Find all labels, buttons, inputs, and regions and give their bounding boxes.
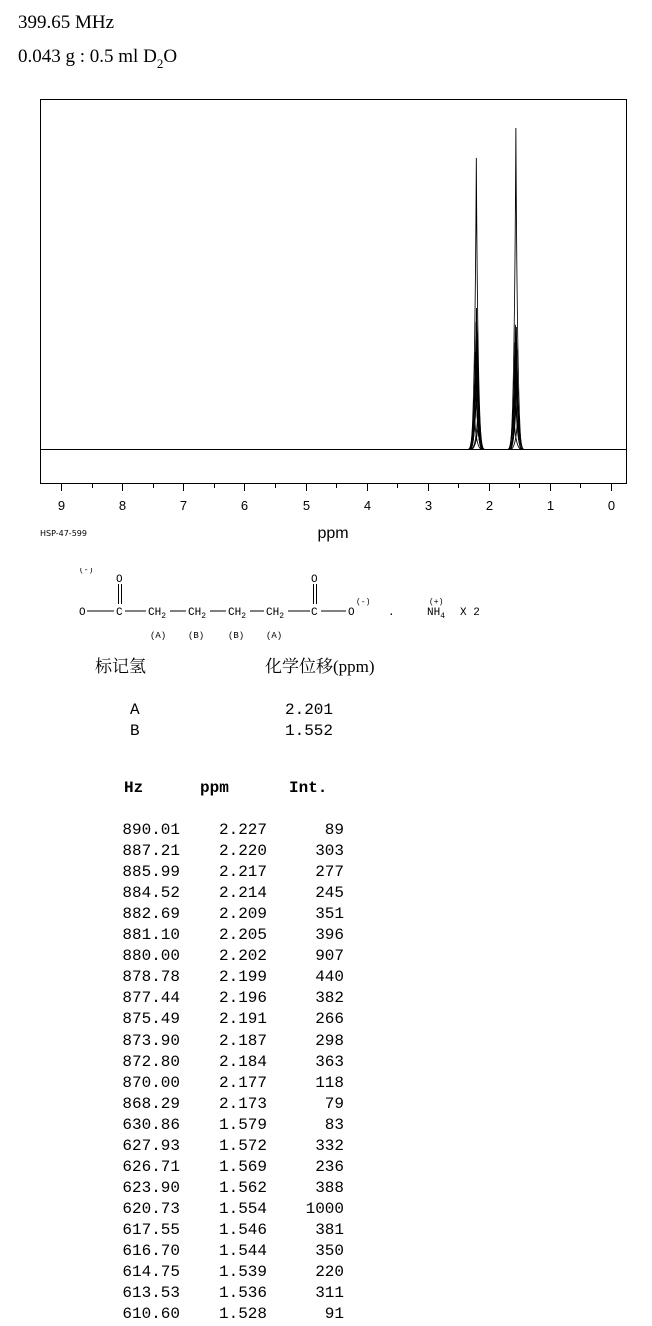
peak-intensity: 89 bbox=[324, 821, 344, 839]
x-tick-label: 4 bbox=[363, 498, 372, 513]
plot-frame bbox=[41, 100, 627, 484]
peak-ppm: 2.209 bbox=[218, 905, 267, 924]
peak-hz: 873.90 bbox=[122, 1031, 180, 1050]
sample-main-text: 0.043 g : 0.5 ml D bbox=[18, 46, 157, 67]
chemical-structure bbox=[70, 568, 510, 643]
ch2-group-3: $CH_2$ bbox=[228, 607, 247, 621]
peak-table-header bbox=[0, 779, 360, 801]
peak-intensity: 381 bbox=[315, 1220, 344, 1239]
peak-table-row bbox=[0, 947, 360, 968]
peak-ppm: 2.214 bbox=[218, 884, 267, 903]
spectrometer-frequency: 399.65 MHz bbox=[18, 12, 115, 33]
peak-table-row bbox=[0, 863, 360, 884]
x-axis-ticks bbox=[62, 483, 612, 491]
peak-table-row bbox=[0, 1284, 360, 1305]
peak-ppm: 1.562 bbox=[218, 1178, 267, 1197]
nmr-spectrum-chart bbox=[0, 0, 652, 550]
peak-ppm: 2.173 bbox=[218, 1094, 267, 1113]
right-oxygen: O bbox=[348, 607, 355, 619]
x-tick-label: 9 bbox=[57, 498, 66, 513]
peak-intensity: 388 bbox=[315, 1178, 344, 1197]
peak-intensity: 266 bbox=[315, 1010, 344, 1029]
peak-hz: 875.49 bbox=[122, 1010, 180, 1029]
peak-hz: 620.73 bbox=[122, 1199, 180, 1218]
peak-hz: 884.52 bbox=[122, 884, 180, 903]
peak-table-row bbox=[0, 1137, 360, 1158]
ch2-group-2: $CH_2$ bbox=[188, 607, 207, 621]
position-label-b: (B) bbox=[228, 631, 245, 641]
peak-intensity: 79 bbox=[324, 1094, 344, 1113]
peak-ppm: 2.220 bbox=[218, 842, 267, 861]
x-tick-label: 5 bbox=[302, 498, 311, 513]
peak-table-row bbox=[0, 1179, 360, 1200]
left-oxygen-charge: (-) bbox=[79, 568, 94, 575]
peak-hz: 880.00 bbox=[122, 947, 180, 966]
header-int: Int. bbox=[289, 779, 328, 797]
peak-table-row bbox=[0, 1095, 360, 1116]
x-tick-label: 0 bbox=[607, 498, 616, 513]
ch2-group-4: $CH_2$ bbox=[266, 607, 285, 621]
peak-hz: 614.75 bbox=[122, 1263, 180, 1282]
position-label-a: (A) bbox=[266, 631, 283, 641]
right-carbonyl-carbon: C bbox=[311, 607, 318, 619]
peak-ppm: 1.528 bbox=[218, 1305, 267, 1324]
peak-table-row bbox=[0, 821, 360, 842]
peak-ppm: 1.544 bbox=[218, 1242, 267, 1260]
position-label-a: (A) bbox=[150, 631, 167, 641]
sample-tail-text: O bbox=[163, 46, 178, 67]
peak-table-row bbox=[0, 1263, 360, 1284]
peak-hz: 627.93 bbox=[122, 1136, 180, 1155]
peak-hz: 877.44 bbox=[122, 989, 180, 1008]
peak-table-row bbox=[0, 884, 360, 905]
peak-intensity: 351 bbox=[315, 905, 344, 924]
assignment-label: B bbox=[130, 722, 140, 740]
peak-intensity: 350 bbox=[315, 1242, 344, 1260]
peak-intensity: 332 bbox=[315, 1136, 344, 1155]
assignment-shift: 2.201 bbox=[285, 701, 334, 719]
peak-ppm: 2.191 bbox=[218, 1010, 267, 1029]
peak-hz: 630.86 bbox=[122, 1115, 180, 1134]
peak-hz: 870.00 bbox=[122, 1073, 180, 1092]
peak-intensity: 363 bbox=[315, 1052, 344, 1071]
peak-table-row bbox=[0, 1242, 360, 1263]
peak-intensity: 118 bbox=[315, 1073, 344, 1092]
ch2-group-1: $CH_2$ bbox=[148, 607, 167, 621]
peak-intensity: 277 bbox=[315, 863, 344, 882]
peak-hz: 881.10 bbox=[122, 926, 180, 945]
peak-ppm: 1.569 bbox=[218, 1157, 267, 1176]
peak-table-row bbox=[0, 905, 360, 926]
x-tick-label: 1 bbox=[546, 498, 555, 513]
peak-intensity: 236 bbox=[315, 1157, 344, 1176]
peak-table-row bbox=[0, 1221, 360, 1242]
peak-intensity: 1000 bbox=[305, 1199, 344, 1218]
sample-subscript: 2 bbox=[156, 56, 164, 71]
ammonium-charge: (+) bbox=[429, 598, 444, 607]
peak-table-row bbox=[0, 1116, 360, 1137]
peak-table-row bbox=[0, 1158, 360, 1179]
peak-table-row bbox=[0, 1010, 360, 1031]
header-ppm: ppm bbox=[200, 779, 229, 797]
peak-intensity: 396 bbox=[315, 926, 344, 945]
peak-ppm: 2.177 bbox=[218, 1073, 267, 1092]
peak-ppm: 1.554 bbox=[218, 1199, 267, 1218]
peak-intensity: 83 bbox=[324, 1115, 344, 1134]
peak-hz: 626.71 bbox=[122, 1157, 180, 1176]
peak-ppm: 2.202 bbox=[218, 947, 267, 966]
peak-ppm: 1.579 bbox=[218, 1115, 267, 1134]
right-carbonyl-oxygen: O bbox=[311, 574, 318, 586]
peak-ppm: 1.539 bbox=[218, 1263, 267, 1282]
peak-table-row bbox=[0, 968, 360, 989]
peak-intensity: 298 bbox=[315, 1031, 344, 1050]
x-tick-label: 7 bbox=[179, 498, 188, 513]
x-axis-label: ppm bbox=[317, 525, 349, 542]
peak-ppm: 2.184 bbox=[218, 1052, 267, 1071]
peak-ppm: 2.196 bbox=[218, 989, 267, 1008]
assignment-label: A bbox=[130, 701, 140, 719]
peak-ppm: 2.199 bbox=[218, 968, 267, 987]
peak-hz: 878.78 bbox=[122, 968, 180, 987]
x-tick-label: 6 bbox=[240, 498, 249, 513]
peak-intensity: 303 bbox=[315, 842, 344, 861]
peak-hz: 890.01 bbox=[122, 821, 180, 839]
peak-ppm: 2.227 bbox=[218, 821, 267, 839]
peak-table-row bbox=[0, 1053, 360, 1074]
assignment-header-shift: 化学位移(ppm) bbox=[265, 657, 375, 676]
assignment-row bbox=[0, 701, 380, 722]
peak-ppm: 2.205 bbox=[218, 926, 267, 945]
x-tick-label: 3 bbox=[424, 498, 433, 513]
x-axis-tick-labels bbox=[58, 498, 615, 513]
spectrum-peaks bbox=[468, 128, 524, 450]
peak-hz: 887.21 bbox=[122, 842, 180, 861]
peak-hz: 882.69 bbox=[122, 905, 180, 924]
peak-hz: 616.70 bbox=[122, 1242, 180, 1260]
header-hz: Hz bbox=[124, 779, 144, 797]
spectrum-code: HSP-47-599 bbox=[40, 529, 87, 538]
peak-ppm: 1.572 bbox=[218, 1136, 267, 1155]
right-oxygen-charge: (-) bbox=[356, 598, 371, 607]
peak-table-row bbox=[0, 1200, 360, 1221]
peak-ppm: 2.217 bbox=[218, 863, 267, 882]
assignment-row bbox=[0, 722, 380, 743]
peak-hz: 617.55 bbox=[122, 1220, 180, 1239]
peak-table-row bbox=[0, 989, 360, 1010]
peak-hz: 872.80 bbox=[122, 1052, 180, 1071]
peak-table-row bbox=[0, 842, 360, 863]
left-carbonyl-carbon: C bbox=[116, 607, 123, 619]
peak-ppm: 1.536 bbox=[218, 1284, 267, 1303]
position-label-b: (B) bbox=[188, 631, 205, 641]
peak-hz: 868.29 bbox=[122, 1094, 180, 1113]
left-carbonyl-oxygen: O bbox=[116, 574, 123, 586]
peak-hz: 610.60 bbox=[122, 1305, 180, 1324]
x-tick-label: 8 bbox=[118, 498, 127, 513]
peak-table-row bbox=[0, 1074, 360, 1095]
peak-hz: 885.99 bbox=[122, 863, 180, 882]
peak-table-row bbox=[0, 926, 360, 947]
peak-intensity: 311 bbox=[315, 1284, 344, 1303]
salt-separator: . bbox=[388, 607, 395, 619]
assignment-header-label: 标记氢 bbox=[95, 657, 146, 676]
x-tick-label: 2 bbox=[485, 498, 494, 513]
peak-intensity: 245 bbox=[315, 884, 344, 903]
peak-ppm: 1.546 bbox=[218, 1220, 267, 1239]
peak-intensity: 382 bbox=[315, 989, 344, 1008]
left-oxygen: O bbox=[79, 607, 86, 619]
peak-hz: 623.90 bbox=[122, 1178, 180, 1197]
peak-intensity: 907 bbox=[315, 947, 344, 966]
peak-intensity: 91 bbox=[324, 1305, 344, 1324]
peak-ppm: 2.187 bbox=[218, 1031, 267, 1050]
ammonium-multiplier: X 2 bbox=[460, 607, 480, 619]
peak-hz: 613.53 bbox=[122, 1284, 180, 1303]
peak-intensity: 440 bbox=[315, 968, 344, 987]
peak-table-row bbox=[0, 1305, 360, 1326]
peak-intensity: 220 bbox=[315, 1263, 344, 1282]
peak-table-row bbox=[0, 1032, 360, 1053]
ammonium: $NH_4$ bbox=[427, 607, 446, 621]
assignment-shift: 1.552 bbox=[285, 722, 334, 740]
